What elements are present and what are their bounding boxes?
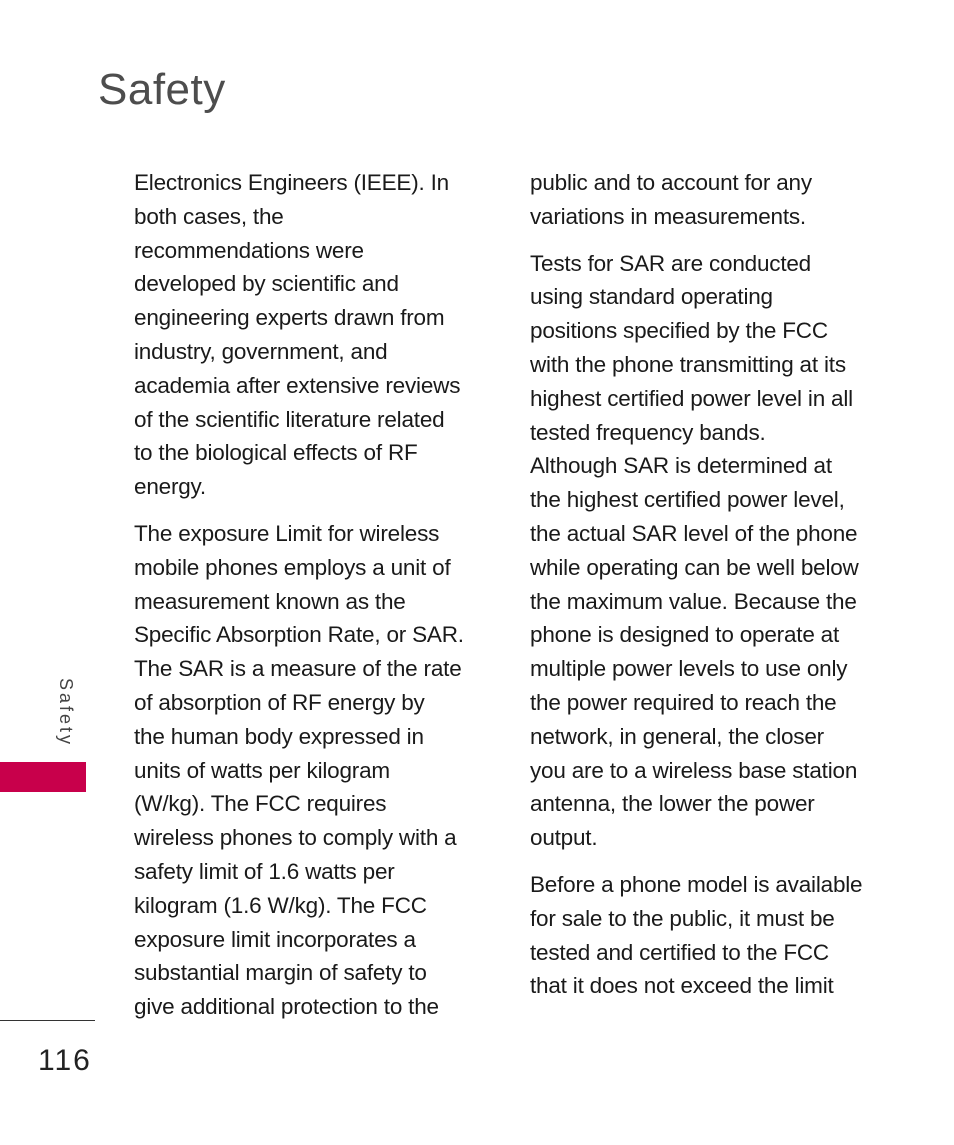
text-line: using standard operating xyxy=(530,284,773,310)
footer-divider xyxy=(0,1020,95,1021)
text-line: Electronics Engineers (IEEE). In xyxy=(134,170,449,195)
text-line: measurement known as the xyxy=(134,588,406,614)
text-line: that it does not exceed the limit xyxy=(530,973,834,999)
text-line: the power required to reach the xyxy=(530,689,837,715)
text-line: tested and certified to the FCC xyxy=(530,939,829,965)
text-line: phone is designed to operate at xyxy=(530,622,840,648)
body-paragraph xyxy=(134,166,490,504)
body-paragraph xyxy=(530,868,886,1003)
text-line: mobile phones employs a unit of xyxy=(134,554,451,580)
body-paragraph xyxy=(134,517,490,1024)
text-line: you are to a wireless base station xyxy=(530,757,858,783)
body-paragraph xyxy=(530,247,886,855)
text-line: (W/kg). The FCC requires xyxy=(134,791,387,817)
text-line: engineering experts drawn from xyxy=(134,305,445,331)
text-line: of the scientific literature related xyxy=(134,406,445,432)
text-line: to the biological effects of RF xyxy=(134,440,418,466)
text-line: tested frequency bands. xyxy=(530,419,766,445)
text-line: the human body expressed in xyxy=(134,723,424,749)
left-text-column xyxy=(134,166,490,1037)
page-number: 116 xyxy=(38,1044,92,1077)
text-line: energy. xyxy=(134,474,206,500)
text-line: of absorption of RF energy by xyxy=(134,689,425,715)
text-line: The exposure Limit for wireless xyxy=(134,520,440,546)
body-paragraph xyxy=(530,166,886,234)
text-line: Before a phone model is available xyxy=(530,871,863,897)
text-line: output. xyxy=(530,825,598,851)
text-line: Specific Absorption Rate, or SAR. xyxy=(134,622,464,648)
text-line: academia after extensive reviews xyxy=(134,372,461,398)
text-line: exposure limit incorporates a xyxy=(134,926,416,952)
text-line: highest certified power level in all xyxy=(530,385,853,411)
text-line: the actual SAR level of the phone xyxy=(530,520,858,546)
text-line: wireless phones to comply with a xyxy=(134,825,457,851)
text-line: positions specified by the FCC xyxy=(530,318,828,344)
section-color-tab xyxy=(0,762,86,792)
text-line: the highest certified power level, xyxy=(530,487,845,513)
text-line: give additional protection to the xyxy=(134,994,439,1020)
text-line: for sale to the public, it must be xyxy=(530,905,835,931)
text-line: Although SAR is determined at xyxy=(530,453,832,479)
text-line: substantial margin of safety to xyxy=(134,960,427,986)
text-line: public and to account for any xyxy=(530,170,812,195)
text-line: multiple power levels to use only xyxy=(530,656,848,682)
text-line: with the phone transmitting at its xyxy=(530,351,846,377)
section-side-label: Safety xyxy=(56,678,76,748)
text-line: both cases, the xyxy=(134,203,284,229)
text-line: recommendations were xyxy=(134,237,364,263)
text-line: safety limit of 1.6 watts per xyxy=(134,858,395,884)
text-line: while operating can be well below xyxy=(530,554,859,580)
text-line: variations in measurements. xyxy=(530,203,806,229)
page-title: Safety xyxy=(98,65,226,114)
text-line: developed by scientific and xyxy=(134,271,399,297)
text-line: industry, government, and xyxy=(134,338,388,364)
text-line: Tests for SAR are conducted xyxy=(530,250,811,276)
text-line: network, in general, the closer xyxy=(530,723,824,749)
text-line: kilogram (1.6 W/kg). The FCC xyxy=(134,892,427,918)
text-line: The SAR is a measure of the rate xyxy=(134,656,462,682)
text-line: antenna, the lower the power xyxy=(530,791,815,817)
text-line: the maximum value. Because the xyxy=(530,588,857,614)
right-text-column xyxy=(530,166,886,1016)
text-line: units of watts per kilogram xyxy=(134,757,390,783)
